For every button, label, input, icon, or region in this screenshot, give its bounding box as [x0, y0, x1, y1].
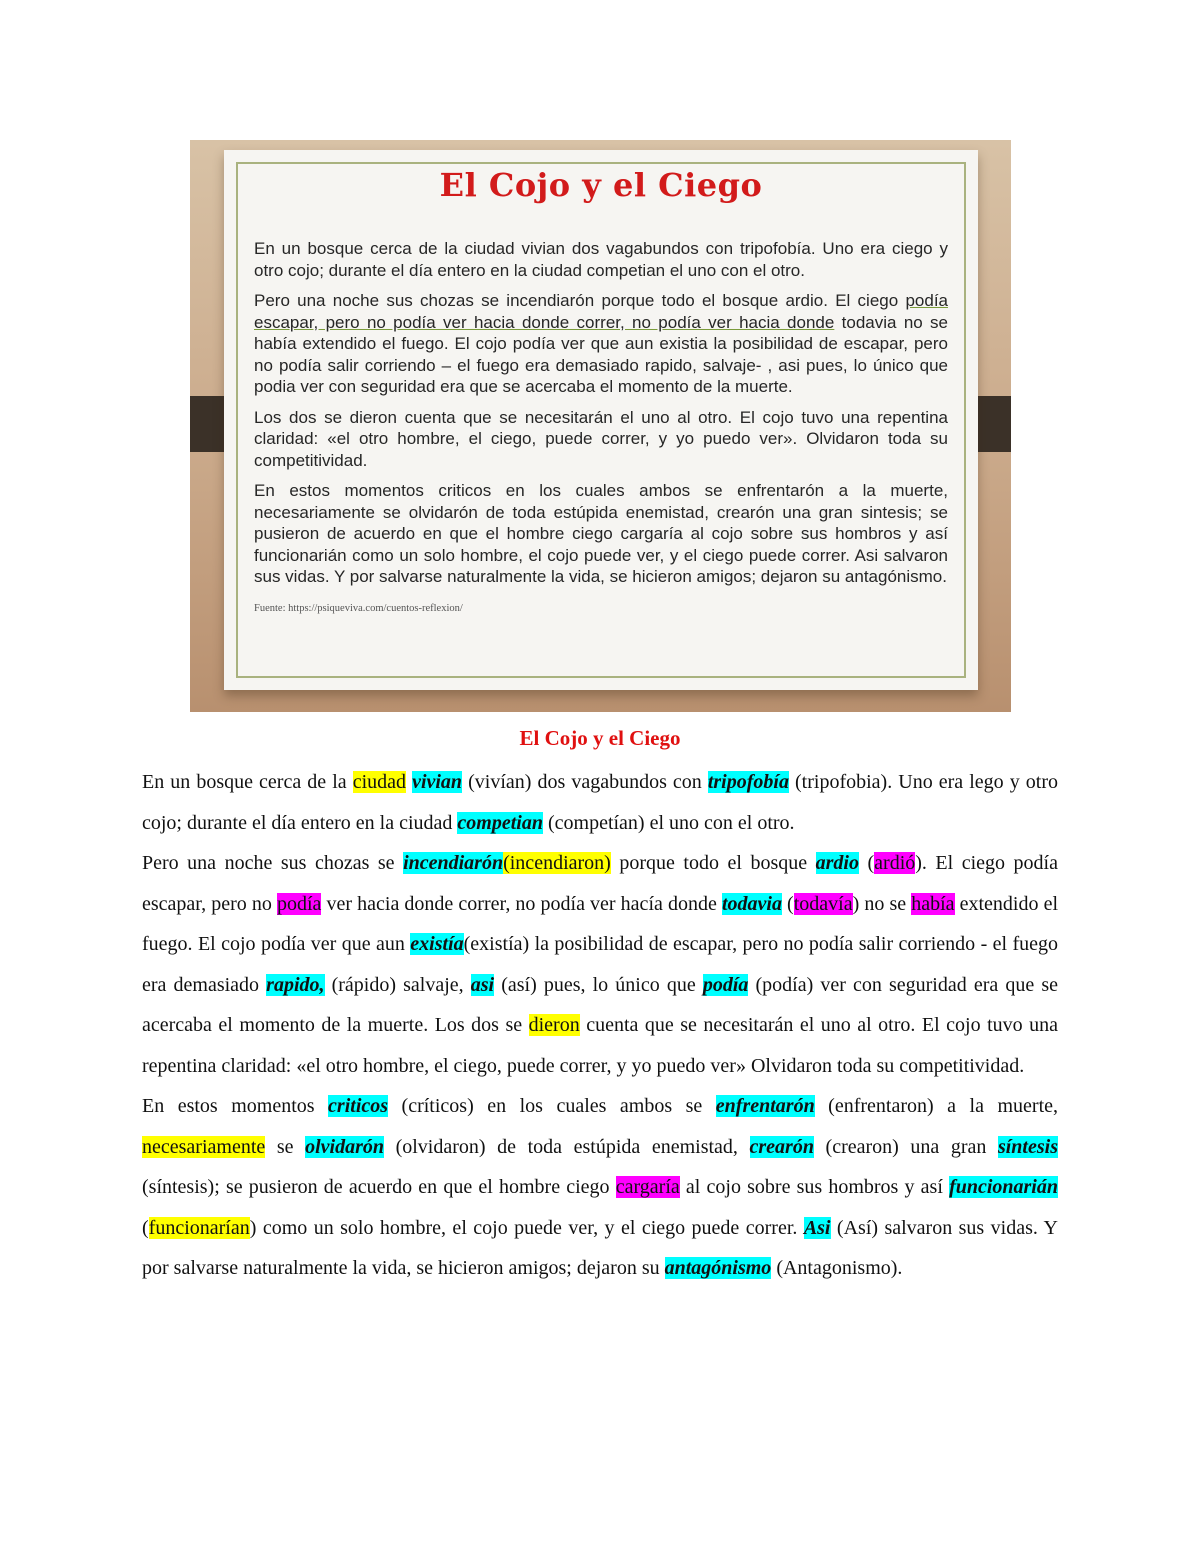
misspelled-word: competian	[457, 811, 543, 834]
card-paragraph: Los dos se dieron cuenta que se necesitarán el uno al otro. El cojo tuvo una repentina claridad: «el otro hombre, el ciego, puede correr, y yo puedo ver». Olvidaron toda su competitividad.	[254, 407, 948, 470]
text-run: (tripofobia). Uno era lego y otro cojo; durante el día entero en la ciudad	[142, 771, 1058, 834]
misspelled-word: existía	[410, 933, 464, 955]
text-run: ). El ciego podía escapar, pero no	[142, 852, 1058, 915]
misspelled-word: ardio	[815, 852, 859, 874]
misspelled-word: síntesis	[997, 1135, 1058, 1158]
highlighted-word: (incendiaron)	[503, 852, 611, 874]
story-card	[224, 150, 978, 690]
highlighted-word: funcionarían	[148, 1216, 250, 1239]
misspelled-word: enfrentarón	[715, 1095, 815, 1117]
story-card-title: El Cojo y el Ciego	[439, 166, 763, 204]
misspelled-word: Asi	[803, 1216, 831, 1239]
text-run: (	[142, 1216, 149, 1239]
text-run: (olvidaron) de toda estúpida enemistad,	[384, 1135, 750, 1158]
highlighted-word: necesariamente	[142, 1135, 266, 1158]
text-run: (	[858, 852, 875, 874]
card-source: Fuente: https://psiqueviva.com/cuentos-reflexion/	[254, 602, 463, 614]
misspelled-word: asi	[470, 973, 495, 996]
document-paragraph	[142, 843, 1058, 1086]
highlighted-word: dieron	[528, 1014, 580, 1036]
story-image	[190, 140, 1011, 712]
text-run: (Antagonismo).	[771, 1257, 903, 1279]
text-run: extendido el fuego. El cojo podía ver que aun	[142, 892, 1059, 955]
text-run: (Así) salvaron sus vidas. Y por salvarse naturalmente la vida, se hicieron amigos; dejaron su	[142, 1216, 1059, 1279]
highlighted-word: ciudad	[352, 771, 406, 793]
highlighted-word: podía	[276, 892, 322, 915]
text-run: (críticos) en los cuales ambos se	[388, 1095, 716, 1117]
text-run: ) como un solo hombre, el cojo puede ver, y el ciego puede correr.	[249, 1216, 804, 1239]
text-run: (síntesis); se pusieron de acuerdo en que el hombre ciego	[142, 1176, 616, 1198]
card-text: todavia no se había extendido el fuego. El cojo podía ver que aun existia la posibilidad de escapar, pero no podía salir corriendo – el fuego era demasiado rapido, salvaje- , asi pues, lo único que podia ver con seguridad era que se acercaba el momento de la muerte.	[254, 312, 949, 396]
card-paragraph	[254, 290, 948, 398]
highlighted-word: ardió	[874, 852, 916, 874]
text-run: cuenta que se necesitarán el uno al otro. El cojo tuvo una repentina claridad: «el otro hombre, el ciego, puede correr, y yo puedo ver» Olvidaron toda su competitividad.	[142, 1014, 1059, 1077]
misspelled-word: incendiarón	[403, 852, 504, 874]
card-underlined-text: podía escapar, pero no podía ver hacia donde correr, no podía ver hacia donde	[254, 291, 948, 332]
misspelled-word: crearón	[749, 1135, 814, 1158]
highlighted-word: había	[911, 892, 955, 915]
misspelled-word: antagónismo	[664, 1257, 772, 1279]
text-run: Pero una noche sus chozas se	[142, 852, 404, 874]
misspelled-word: olvidarón	[305, 1135, 384, 1158]
text-run: (	[781, 892, 794, 915]
misspelled-word: funcionarián	[949, 1176, 1058, 1198]
document-body	[142, 762, 1058, 1289]
card-paragraph: En estos momentos criticos en los cuales ambos se enfrentarón a la muerte, necesariamente se olvidarón de toda estúpida enemistad, crearón una gran sintesis; se pusieron de acuerdo en que el hombre ciego cargaría al cojo sobre sus hombros y así funcionarián como un solo hombre, el cojo puede ver, y el ciego puede correr. Asi salvaron sus vidas. Y por salvarse naturalmente la vida, se hicieron amigos; dejaron su antagónismo.	[254, 481, 948, 586]
misspelled-word: tripofobía	[707, 771, 789, 793]
text-run: (enfrentaron) a la muerte,	[814, 1095, 1059, 1117]
misspelled-word: vivian	[412, 771, 463, 793]
highlighted-word: cargaría	[615, 1176, 680, 1198]
highlighted-word: todavía	[793, 892, 853, 915]
card-paragraph: En un bosque cerca de la ciudad vivian dos vagabundos con tripofobía. Uno era ciego y otro cojo; durante el día entero en la ciudad competian el uno con el otro.	[254, 239, 948, 280]
text-run: (vivían) dos vagabundos con	[462, 771, 708, 793]
document-paragraph	[142, 762, 1058, 843]
story-card-body	[254, 238, 948, 619]
text-run: (existía) la posibilidad de escapar, pero no podía salir corriendo - el fuego era demasiado	[142, 933, 1059, 996]
text-run: porque todo el bosque	[610, 852, 816, 874]
text-run: se	[265, 1135, 306, 1158]
text-run: al cojo sobre sus hombros y así	[679, 1176, 950, 1198]
misspelled-word: todavia	[721, 892, 782, 915]
text-run: En estos momentos	[142, 1095, 329, 1117]
card-text: Pero una noche sus chozas se incendiarón porque todo el bosque ardio. El ciego	[254, 291, 906, 310]
document-paragraph	[142, 1086, 1058, 1289]
text-run: (podía) ver con seguridad era que se acercaba el momento de la muerte. Los dos se	[142, 973, 1058, 1036]
text-run: (así) pues, lo único que	[494, 973, 703, 996]
text-run: (rápido) salvaje,	[324, 973, 471, 996]
misspelled-word: podía	[702, 973, 749, 996]
misspelled-word: criticos	[328, 1095, 389, 1117]
text-run: ver hacia donde correr, no podía ver hacía donde	[321, 892, 722, 915]
text-run: (crearon) una gran	[813, 1135, 998, 1158]
misspelled-word: rapido,	[266, 973, 325, 996]
document-title: El Cojo y el Ciego	[519, 726, 681, 750]
text-run: En un bosque cerca de la	[142, 771, 353, 793]
text-run: ) no se	[852, 892, 912, 915]
text-run: (competían) el uno con el otro.	[542, 811, 795, 834]
